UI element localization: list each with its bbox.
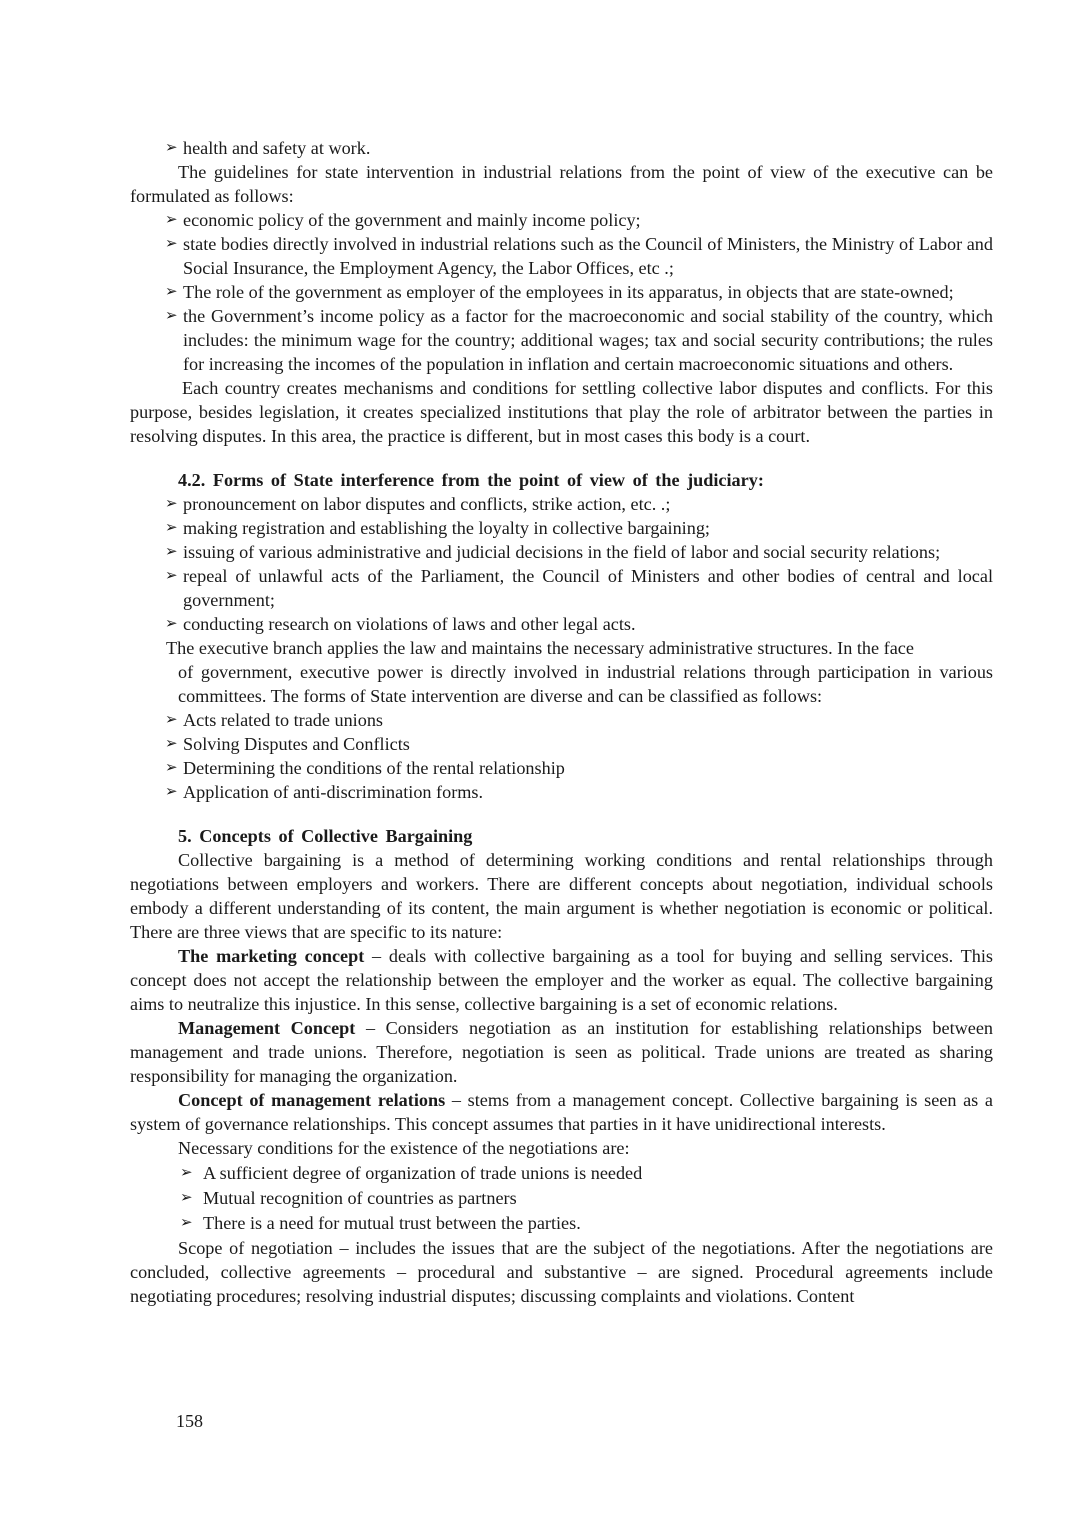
arrow-bullet-icon: ➢ xyxy=(165,496,178,512)
list-item: ➢ health and safety at work. xyxy=(165,138,371,158)
bullet-list-executive xyxy=(130,208,993,376)
list-item: ➢ Acts related to trade unions xyxy=(165,710,384,730)
term-management-relations: Concept of management relations xyxy=(178,1090,446,1110)
arrow-bullet-icon: ➢ xyxy=(180,1190,193,1206)
arrow-bullet-icon: ➢ xyxy=(165,544,178,560)
section-heading-4-2: 4.2. Forms of State interference from the point of view of the judiciary: xyxy=(178,470,764,490)
list-item: ➢ issuing of various administrative and judicial decisions in the field of labor and social security relations; xyxy=(165,542,941,562)
paragraph-management-concept: Management Concept – Considers negotiation as an institution for establishing relationships between management and trade unions. Therefore, negotiation is seen as political. Trade unions are treated as sharing responsibility for managing the organization. xyxy=(130,1018,993,1086)
paragraph-collective-bargaining: Collective bargaining is a method of determining working conditions and rental relationships through negotiations between employers and workers. There are different concepts about negotiation, individual schools embody a different understanding of its content, the main argument is whether negotiation is economic or political. There are three views that are specific to its nature: xyxy=(130,850,993,942)
paragraph-mechanisms: Each country creates mechanisms and conditions for settling collective labor disputes and conflicts. For this purpose, besides legislation, it creates specialized institutions that play the role of arbitrator between the parties in resolving disputes. In this area, the practice is different, but in most cases this body is a court. xyxy=(130,378,993,446)
list-item: ➢ A sufficient degree of organization of trade unions is needed xyxy=(180,1161,993,1186)
term-management-concept: Management Concept xyxy=(178,1018,356,1038)
arrow-bullet-icon: ➢ xyxy=(165,616,178,632)
list-item: ➢ conducting research on violations of laws and other legal acts. xyxy=(165,614,636,634)
bullet-list-intro xyxy=(130,136,993,160)
arrow-bullet-icon: ➢ xyxy=(165,212,178,228)
bullet-list-conditions xyxy=(130,1161,993,1236)
paragraph-management-relations: Concept of management relations – stems from a management concept. Collective bargaining is seen as a system of governance relationships. This concept assumes that parties in it have unidirectional interests. xyxy=(130,1090,993,1134)
list-item: ➢ state bodies directly involved in industrial relations such as the Council of Ministers, the Ministry of Labor and Social Insurance, the Employment Agency, the Labor Offices, etc .; xyxy=(165,234,993,278)
paragraph-guidelines: The guidelines for state intervention in industrial relations from the point of view of the executive can be formulated as follows: xyxy=(130,162,993,206)
arrow-bullet-icon: ➢ xyxy=(165,784,178,800)
arrow-bullet-icon: ➢ xyxy=(165,520,178,536)
list-item: ➢ Application of anti-discrimination forms. xyxy=(165,782,484,802)
section-heading-5: 5. Concepts of Collective Bargaining xyxy=(178,826,473,846)
paragraph-conditions-intro: Necessary conditions for the existence of the negotiations are: xyxy=(178,1138,630,1158)
arrow-bullet-icon: ➢ xyxy=(165,760,178,776)
arrow-bullet-icon: ➢ xyxy=(165,308,178,324)
paragraph-scope: Scope of negotiation – includes the issues that are the subject of the negotiations. After the negotiations are concluded, collective agreements – procedural and substantive – are signed. Procedural agreements include negotiating procedures; resolving industrial disputes; discussing complaints and violations. Content xyxy=(130,1238,993,1306)
list-item: ➢ repeal of unlawful acts of the Parliament, the Council of Ministers and other bodies of central and local government; xyxy=(165,566,993,610)
arrow-bullet-icon: ➢ xyxy=(165,568,178,584)
list-item: ➢ There is a need for mutual trust between the parties. xyxy=(180,1211,993,1236)
list-item: ➢ The role of the government as employer of the employees in its apparatus, in objects that are state-owned; xyxy=(165,282,954,302)
list-item: ➢ Determining the conditions of the rental relationship xyxy=(165,758,565,778)
list-item: ➢ the Government’s income policy as a factor for the macroeconomic and social stability of the country, which includes: the minimum wage for the country; additional wages; tax and social security contributions; the rules for increasing the incomes of the population in inflation and certain macroeconomic situations and others. xyxy=(165,306,993,374)
arrow-bullet-icon: ➢ xyxy=(165,236,178,252)
page-number: 158 xyxy=(176,1411,203,1431)
list-item: ➢ Mutual recognition of countries as partners xyxy=(180,1186,993,1211)
arrow-bullet-icon: ➢ xyxy=(165,736,178,752)
arrow-bullet-icon: ➢ xyxy=(180,1215,193,1231)
document-page xyxy=(130,136,993,1308)
list-item: ➢ economic policy of the government and mainly income policy; xyxy=(165,210,641,230)
arrow-bullet-icon: ➢ xyxy=(165,284,178,300)
list-item: ➢ making registration and establishing the loyalty in collective bargaining; xyxy=(165,518,710,538)
list-item: ➢ Solving Disputes and Conflicts xyxy=(165,734,410,754)
arrow-bullet-icon: ➢ xyxy=(165,712,178,728)
paragraph-executive-branch: The executive branch applies the law and maintains the necessary administrative structures. In the face of government, executive power is directly involved in industrial relations through participation in various committees. The forms of State intervention are diverse and can be classified as follows: xyxy=(166,638,993,706)
term-marketing-concept: The marketing concept xyxy=(178,946,365,966)
paragraph-marketing-concept: The marketing concept – deals with collective bargaining as a tool for buying and selling services. This concept does not accept the relationship between the employer and the worker as equal. The collective bargaining aims to neutralize this injustice. In this sense, collective bargaining is a set of economic relations. xyxy=(130,946,993,1014)
bullet-list-forms xyxy=(130,708,993,804)
arrow-bullet-icon: ➢ xyxy=(180,1165,193,1181)
bullet-list-judiciary xyxy=(130,492,993,636)
list-item: ➢ pronouncement on labor disputes and conflicts, strike action, etc. .; xyxy=(165,494,671,514)
arrow-bullet-icon: ➢ xyxy=(165,140,178,156)
